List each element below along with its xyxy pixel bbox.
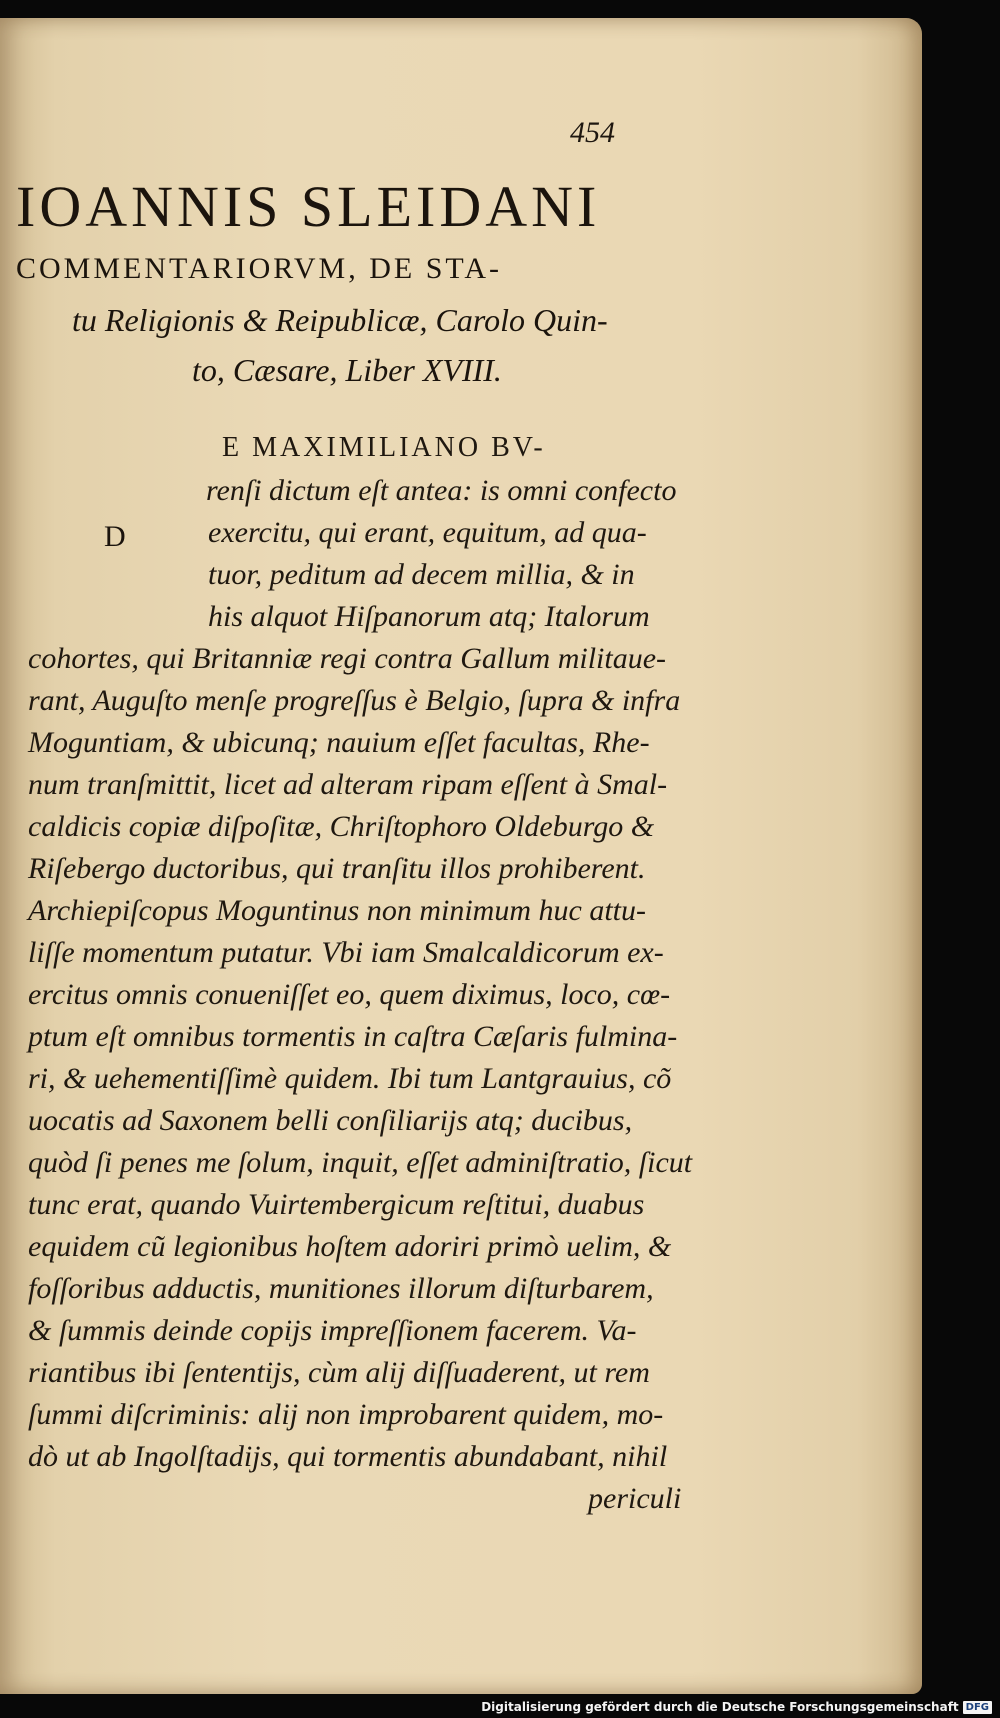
text-line: renſi dictum eſt antea: is omni confecto (206, 474, 677, 507)
text-line: & ſummis deinde copijs impreſſionem facerem. Va- (28, 1314, 637, 1347)
text-line: rant, Auguſto menſe progreſſus è Belgio, ſupra & infra (28, 684, 681, 717)
text-line: quòd ſi penes me ſolum, inquit, eſſet adminiſtratio, ſicut (28, 1146, 693, 1179)
footer-text: Digitalisierung gefördert durch die Deutsche Forschungsgemeinschaft (481, 1700, 959, 1714)
text-line: ri, & uehementiſſimè quidem. Ibi tum Lantgrauius, cõ (28, 1062, 672, 1095)
text-line: cohortes, qui Britanniæ regi contra Gallum militaue- (28, 642, 667, 675)
text-line: equidem cũ legionibus hoſtem adoriri primò uelim, & (28, 1230, 672, 1263)
text-line: ptum eſt omnibus tormentis in caſtra Cæſaris fulmina- (28, 1020, 678, 1053)
page-number: 454 (570, 116, 615, 149)
text-line: uocatis ad Saxonem belli conſiliarijs atq; ducibus, (28, 1104, 633, 1137)
heading-line-2: tu Religionis & Reipublicæ, Carolo Quin- (72, 302, 608, 338)
heading-line-3: to, Cæsare, Liber XVIII. (192, 352, 502, 388)
text-line: dò ut ab Ingolſtadijs, qui tormentis abundabant, nihil (28, 1440, 668, 1473)
book-page (0, 18, 922, 1694)
author-title: IOANNIS SLEIDANI (16, 174, 601, 239)
text-line: tuor, peditum ad decem millia, & in (208, 558, 635, 591)
drop-initial: D (104, 520, 126, 553)
dfg-logo-icon: DFG (963, 1701, 992, 1714)
text-line: ſummi diſcriminis: alij non improbarent quidem, mo- (28, 1398, 664, 1431)
text-line: exercitu, qui erant, equitum, ad qua- (208, 516, 647, 549)
text-line: foſſoribus adductis, munitiones illorum diſturbarem, (28, 1272, 654, 1305)
text-line: liſſe momentum putatur. Vbi iam Smalcaldicorum ex- (28, 936, 664, 969)
text-line: his alquot Hiſpanorum atq; Italorum (208, 600, 650, 633)
text-line: Archiepiſcopus Moguntinus non minimum huc attu- (28, 894, 646, 927)
heading-line-1: COMMENTARIORVM, DE STA- (16, 252, 502, 285)
text-line: Moguntiam, & ubicunq; nauium eſſet facultas, Rhe- (28, 726, 650, 759)
digitization-footer (481, 1700, 992, 1714)
text-line: caldicis copiæ diſpoſitæ, Chriſtophoro Oldeburgo & (28, 810, 655, 843)
text-line: riantibus ibi ſententijs, cùm alij diſſuaderent, ut rem (28, 1356, 650, 1389)
text-line: num tranſmittit, licet ad alteram ripam eſſent à Smal- (28, 768, 668, 801)
text-line: E MAXIMILIANO BV- (222, 432, 546, 463)
text-line: tunc erat, quando Vuirtembergicum reſtitui, duabus (28, 1188, 645, 1221)
text-line: ercitus omnis conueniſſet eo, quem diximus, loco, cœ- (28, 978, 671, 1011)
text-line: Riſebergo ductoribus, qui tranſitu illos prohiberent. (28, 852, 646, 885)
catchword: periculi (588, 1482, 682, 1515)
